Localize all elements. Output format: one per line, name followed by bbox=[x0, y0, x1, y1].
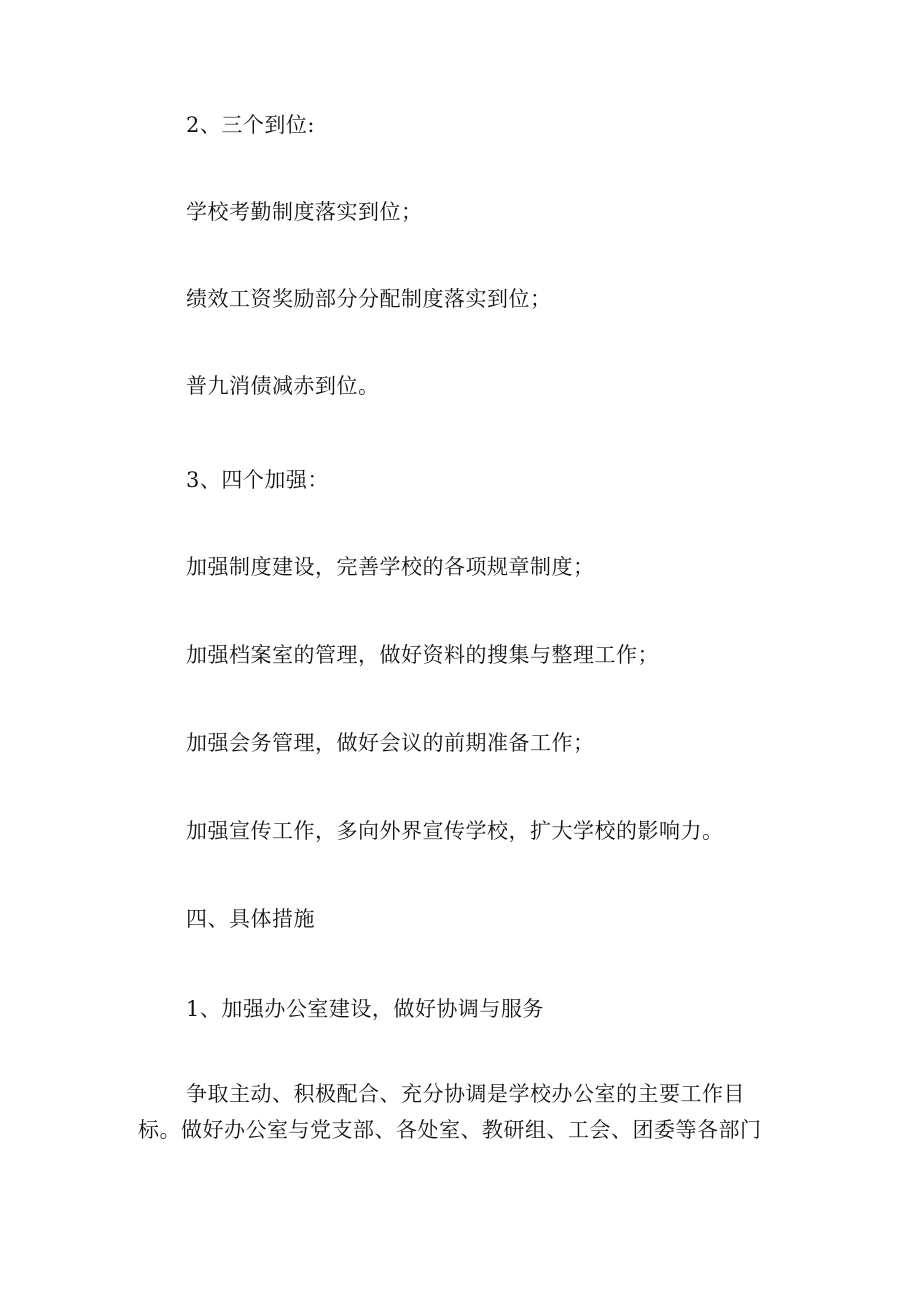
list-item: 加强会务管理，做好会议的前期准备工作； bbox=[186, 731, 595, 755]
list-item: 加强宣传工作，多向外界宣传学校，扩大学校的影响力。 bbox=[186, 819, 724, 843]
list-item: 普九消债减赤到位。 bbox=[186, 374, 380, 398]
list-item: 加强档案室的管理，做好资料的搜集与整理工作； bbox=[186, 643, 659, 667]
heading-four-strengthen: 3、四个加强： bbox=[186, 468, 329, 492]
heading-three-in-place: 2、三个到位: bbox=[186, 113, 315, 137]
paragraph-line: 争取主动、积极配合、充分协调是学校办公室的主要工作目 bbox=[186, 1082, 745, 1106]
section-heading-measures: 四、具体措施 bbox=[186, 907, 315, 931]
list-item: 绩效工资奖励部分分配制度落实到位； bbox=[186, 287, 552, 311]
list-item: 学校考勤制度落实到位； bbox=[186, 200, 423, 224]
body-paragraph bbox=[138, 1076, 778, 1148]
subheading-office-construction: 1、加强办公室建设，做好协调与服务 bbox=[186, 997, 544, 1021]
paragraph-line: 标。做好办公室与党支部、各处室、教研组、工会、团委等各部门 bbox=[138, 1118, 762, 1142]
list-item: 加强制度建设，完善学校的各项规章制度； bbox=[186, 555, 595, 579]
